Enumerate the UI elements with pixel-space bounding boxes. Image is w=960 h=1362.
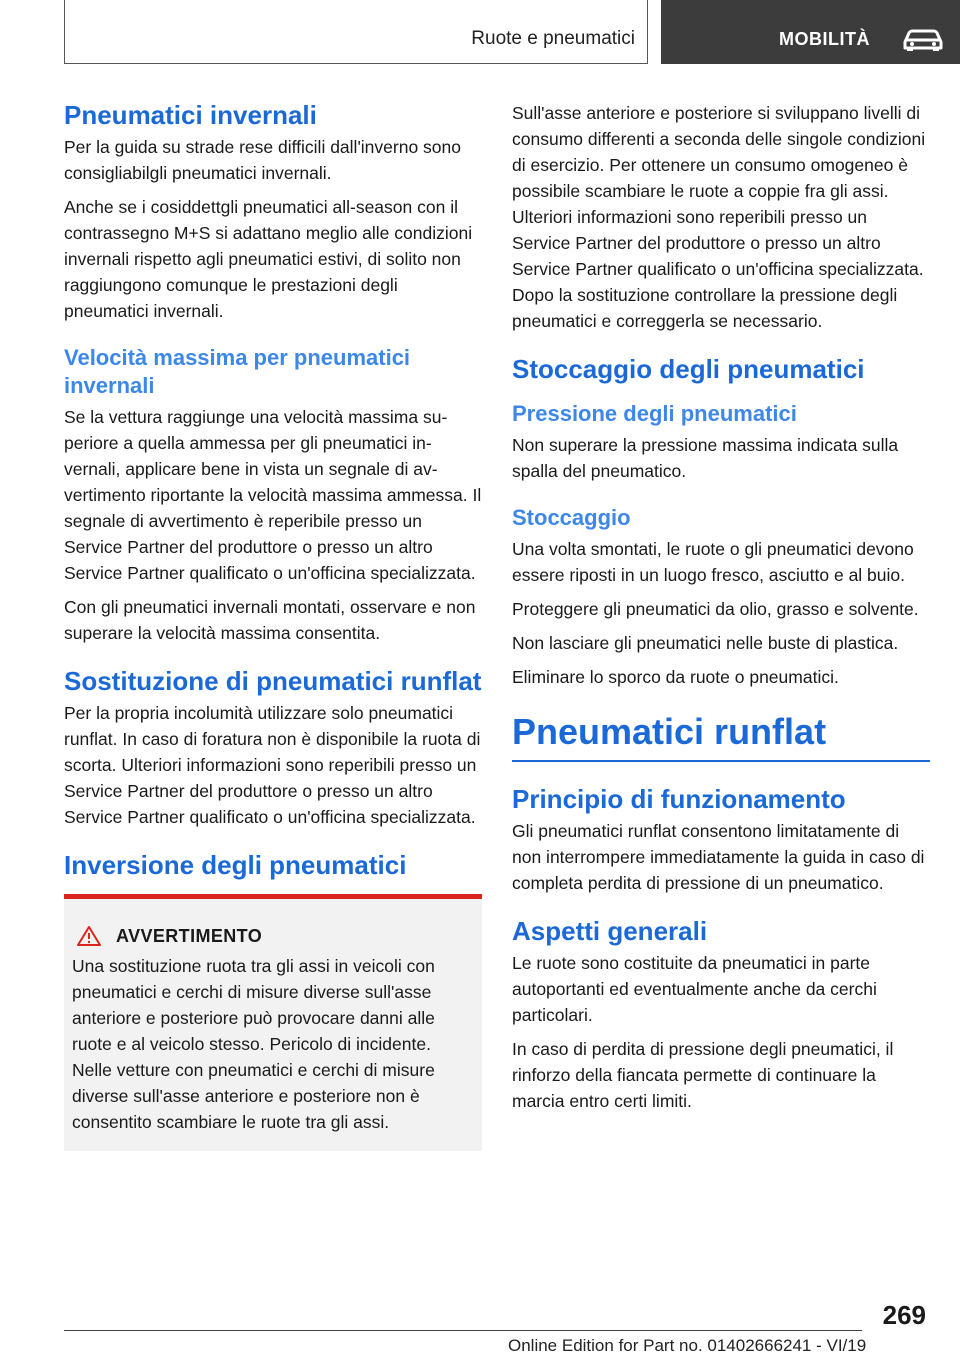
warning-title: AVVERTIMENTO [116, 925, 263, 946]
paragraph: Per la guida su strade rese difficili dall'inverno sono consigliabilgli pneumatici invernali. [64, 137, 461, 183]
paragraph: Gli pneumatici runflat consentono limitatamente di non interrompere immediatamente la guida in caso di completa perdita di pressione di un pneumatico. [512, 821, 925, 893]
paragraph: Proteggere gli pneumatici da olio, grasso e solvente. [512, 599, 919, 619]
edition-info: Online Edition for Part no. 01402666241 - VI/19 [508, 1336, 867, 1355]
section-title: Ruote e pneumatici [471, 28, 635, 49]
heading-storage: Stoccaggio [512, 505, 631, 530]
paragraph: Eliminare lo sporco da ruote o pneumatici. [512, 667, 839, 687]
warning-header [72, 925, 472, 947]
paragraph: Una volta smontati, le ruote o gli pneumatici devono essere riposti in un luogo fresco, asciutto e al buio. [512, 539, 914, 585]
section-tab [64, 0, 648, 64]
paragraph: Non lasciare gli pneumatici nelle buste di plastica. [512, 633, 899, 653]
paragraph: Sull'asse anteriore e posteriore si sviluppano livelli di consumo differenti a seconda delle singole condizioni di esercizio. Per ottenere un consumo omogeneo è possibile scambiare le ruote a coppie fra gli assi. Ulteriori informazioni sono reperibili presso un Service Partner del produttore o presso un altro Service Partner qualificato o un'officina specializzata. Dopo la sostituzione controllare la pressione degli pneumatici e correggerla se necessario. [512, 103, 926, 331]
chapter-tab [661, 0, 960, 64]
chapter-heading-block [512, 710, 930, 762]
car-icon [901, 28, 945, 52]
paragraph: In caso di perdita di pressione degli pneumatici, il rinforzo della fiancata permette di continuare la marcia entro certi limiti. [512, 1039, 894, 1111]
heading-tyre-pressure: Pressione degli pneumatici [512, 401, 797, 426]
heading-tyre-rotation: Inversione degli pneumatici [64, 850, 407, 880]
heading-operating-principle: Principio di funzionamento [512, 784, 846, 814]
paragraph: Se la vettura raggiunge una velocità massima superiore a quella ammessa per gli pneumatici invernali, applicare bene in vista un segnale di avvertimento riportante la velocità massima ammessa. Il segnale di avvertimento è reperibile presso un Service Partner del produttore o presso un altro Service Partner qualificato o un'officina specializzata. [64, 407, 482, 583]
page-header [0, 0, 960, 64]
paragraph: Per la propria incolumità utilizzare solo pneumatici runflat. In caso di foratura non è disponibile la ruota di scorta. Ulteriori informazioni sono reperibili presso un Service Partner del produttore o presso un altro Service Partner qualificato o un'officina specializzata. [64, 703, 481, 827]
paragraph: Con gli pneumatici invernali montati, osservare e non superare la velocità massima consentita. [64, 597, 476, 643]
heading-runflat-tyres: Pneumatici runflat [512, 711, 827, 752]
paragraph: Le ruote sono costituite da pneumatici in parte autoportanti ed eventualmente anche da cerchi particolari. [512, 953, 877, 1025]
footer-divider [64, 1330, 862, 1331]
page-number: 269 [882, 1300, 926, 1330]
warning-text: Una sostituzione ruota tra gli assi in veicoli con pneumatici e cerchi di misure diverse sull'asse anteriore e posteriore può provocare danni alle ruote e al veicolo stesso. Pericolo di incidente. Nelle vetture con pneumatici e cerchi di misure diverse sull'asse anteriore e posteriore non è consentito scambiare le ruote tra gli assi. [72, 956, 435, 1132]
warning-triangle-icon [76, 925, 102, 947]
paragraph: Non superare la pressione massima indicata sulla spalla del pneumatico. [512, 435, 899, 481]
heading-runflat-replacement: Sostituzione di pneumatici runflat [64, 666, 482, 696]
paragraph: Anche se i cosiddettgli pneumatici all-season con il contrassegno M+S si adattano meglio alle condizioni invernali rispetto agli pneumatici estivi, di solito non raggiungono comunque le prestazioni degli pneumatici invernali. [64, 197, 473, 321]
page-footer [0, 1296, 960, 1362]
right-column [512, 100, 930, 1122]
heading-max-speed: Velocità massima per pneumatici invernali [64, 345, 411, 398]
chapter-title: MOBILITÀ [779, 29, 870, 49]
heading-tyre-storage: Stoccaggio degli pneumatici [512, 354, 865, 384]
left-column [64, 100, 482, 1151]
warning-box [64, 894, 482, 1151]
heading-general-aspects: Aspetti generali [512, 916, 708, 946]
heading-winter-tyres: Pneumatici invernali [64, 100, 317, 130]
